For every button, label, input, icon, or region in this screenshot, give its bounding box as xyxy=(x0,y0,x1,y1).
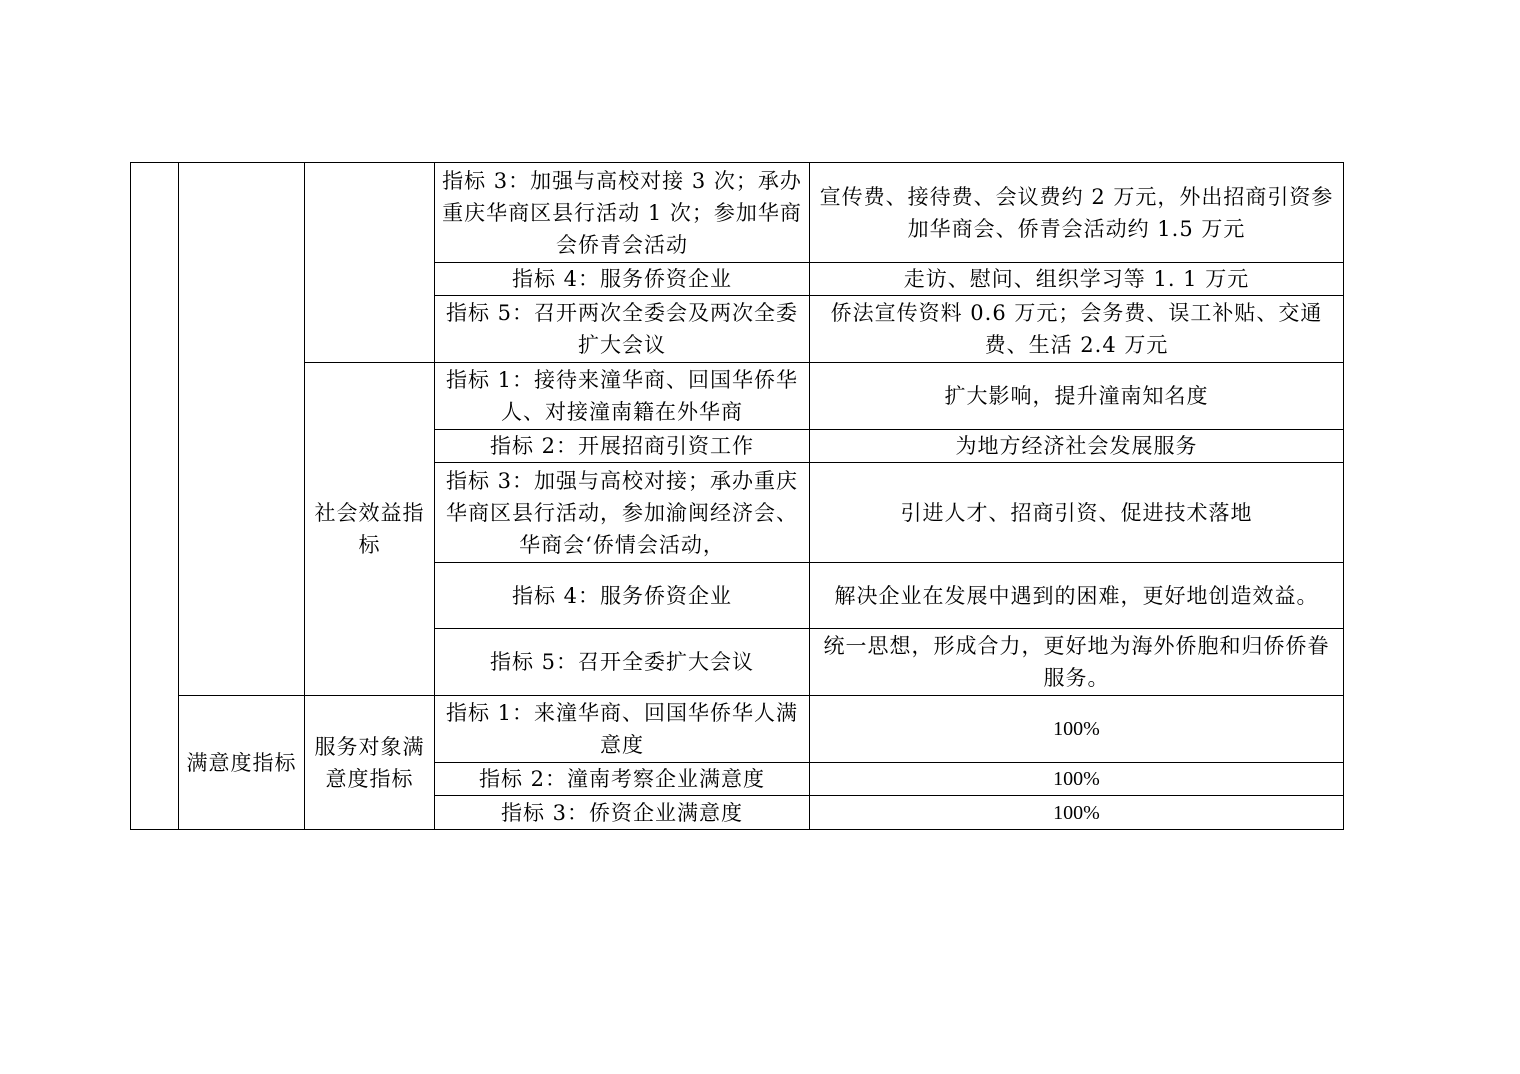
indicator-cell: 指标 4：服务侨资企业 xyxy=(435,263,810,296)
level3-cell-blank xyxy=(305,163,435,363)
level2-cell-blank xyxy=(179,163,305,696)
performance-indicator-table xyxy=(130,162,1344,830)
value-cell: 走访、慰问、组织学习等 1. 1 万元 xyxy=(810,263,1344,296)
level1-cell xyxy=(131,163,179,830)
value-cell: 引进人才、招商引资、促进技术落地 xyxy=(810,463,1344,563)
indicator-cell: 指标 2：潼南考察企业满意度 xyxy=(435,763,810,796)
value-cell: 100% xyxy=(810,796,1344,830)
value-cell: 为地方经济社会发展服务 xyxy=(810,430,1344,463)
level3-service-satisfaction: 服务对象满意度指标 xyxy=(305,696,435,830)
indicator-cell: 指标 3：侨资企业满意度 xyxy=(435,796,810,830)
value-cell: 100% xyxy=(810,696,1344,763)
indicator-cell: 指标 4：服务侨资企业 xyxy=(435,563,810,629)
indicator-cell: 指标 5：召开两次全委会及两次全委扩大会议 xyxy=(435,296,810,363)
value-cell: 宣传费、接待费、会议费约 2 万元，外出招商引资参加华商会、侨青会活动约 1.5 万元 xyxy=(810,163,1344,263)
level2-satisfaction: 满意度指标 xyxy=(179,696,305,830)
indicator-cell: 指标 1：接待来潼华商、回国华侨华人、对接潼南籍在外华商 xyxy=(435,363,810,430)
indicator-cell: 指标 3：加强与高校对接；承办重庆华商区县行活动，参加渝闽经济会、华商会‘侨情会活动， xyxy=(435,463,810,563)
value-cell: 扩大影响，提升潼南知名度 xyxy=(810,363,1344,430)
level3-social-benefit: 社会效益指标 xyxy=(305,363,435,696)
value-cell: 统一思想，形成合力，更好地为海外侨胞和归侨侨眷服务。 xyxy=(810,629,1344,696)
indicator-cell: 指标 5：召开全委扩大会议 xyxy=(435,629,810,696)
indicator-cell: 指标 2：开展招商引资工作 xyxy=(435,430,810,463)
value-cell: 解决企业在发展中遇到的困难，更好地创造效益。 xyxy=(810,563,1344,629)
indicator-cell: 指标 3：加强与高校对接 3 次；承办重庆华商区县行活动 1 次；参加华商会侨青会活动 xyxy=(435,163,810,263)
value-cell: 100% xyxy=(810,763,1344,796)
value-cell: 侨法宣传资料 0.6 万元；会务费、误工补贴、交通费、生活 2.4 万元 xyxy=(810,296,1344,363)
indicator-cell: 指标 1：来潼华商、回国华侨华人满意度 xyxy=(435,696,810,763)
